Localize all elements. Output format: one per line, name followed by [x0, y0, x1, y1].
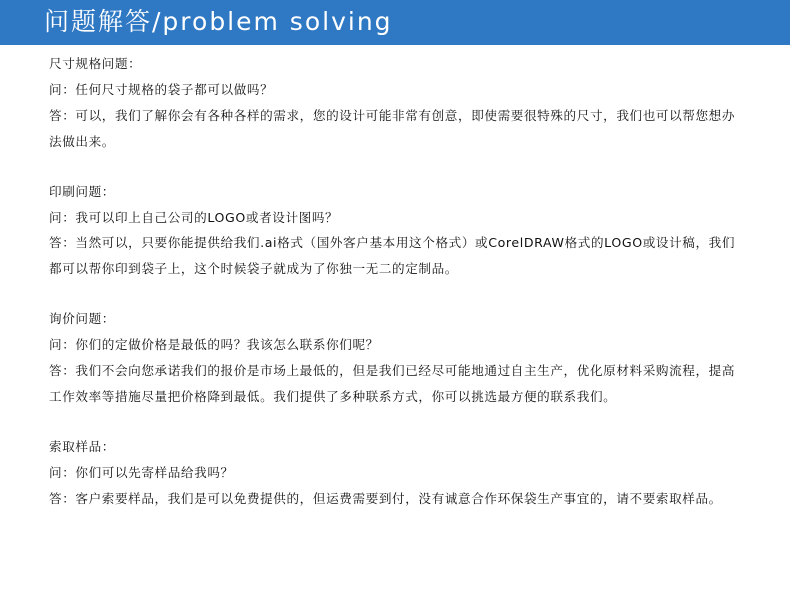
- question-text: 问：你们可以先寄样品给我吗？: [49, 464, 234, 480]
- faq-section-samples: [49, 434, 741, 512]
- section-heading: 询价问题：: [49, 311, 115, 327]
- faq-section-size: [49, 51, 741, 155]
- answer-text: 答：可以，我们了解你会有各种各样的需求，您的设计可能非常有创意，即使需要很特殊的尺寸，我们也可以帮您想办法做出来。: [49, 107, 736, 149]
- section-heading: 索取样品：: [49, 438, 115, 454]
- answer-text: 答：客户索要样品，我们是可以免费提供的，但运费需要到付，没有诚意合作环保袋生产事宜的，请不要索取样品。: [49, 490, 722, 506]
- question-text: 问：你们的定做价格是最低的吗？我该怎么联系你们呢？: [49, 337, 379, 353]
- answer-text: 答：当然可以，只要你能提供给我们.ai格式（国外客户基本用这个格式）或CorelDRAW格式的LOGO或设计稿，我们都可以帮你印到袋子上，这个时候袋子就成为了你独一无二的定制品。: [49, 235, 736, 277]
- page-title: 问题解答/problem solving: [44, 7, 393, 36]
- faq-section-pricing: [49, 306, 741, 410]
- section-heading: 尺寸规格问题：: [49, 56, 142, 71]
- question-text: 问：我可以印上自己公司的LOGO或者设计图吗？: [49, 209, 339, 225]
- page-header: [0, 0, 790, 45]
- answer-text: 答：我们不会向您承诺我们的报价是市场上最低的，但是我们已经尽可能地通过自主生产，优化原材料采购流程，提高工作效率等措施尽量把价格降到最低。我们提供了多种联系方式，你可以挑选最方便的联系我们。: [49, 363, 736, 404]
- faq-content: [49, 51, 741, 536]
- section-heading: 印刷问题：: [49, 183, 115, 199]
- faq-section-printing: [49, 179, 741, 283]
- question-text: 问：任何尺寸规格的袋子都可以做吗？: [49, 81, 274, 97]
